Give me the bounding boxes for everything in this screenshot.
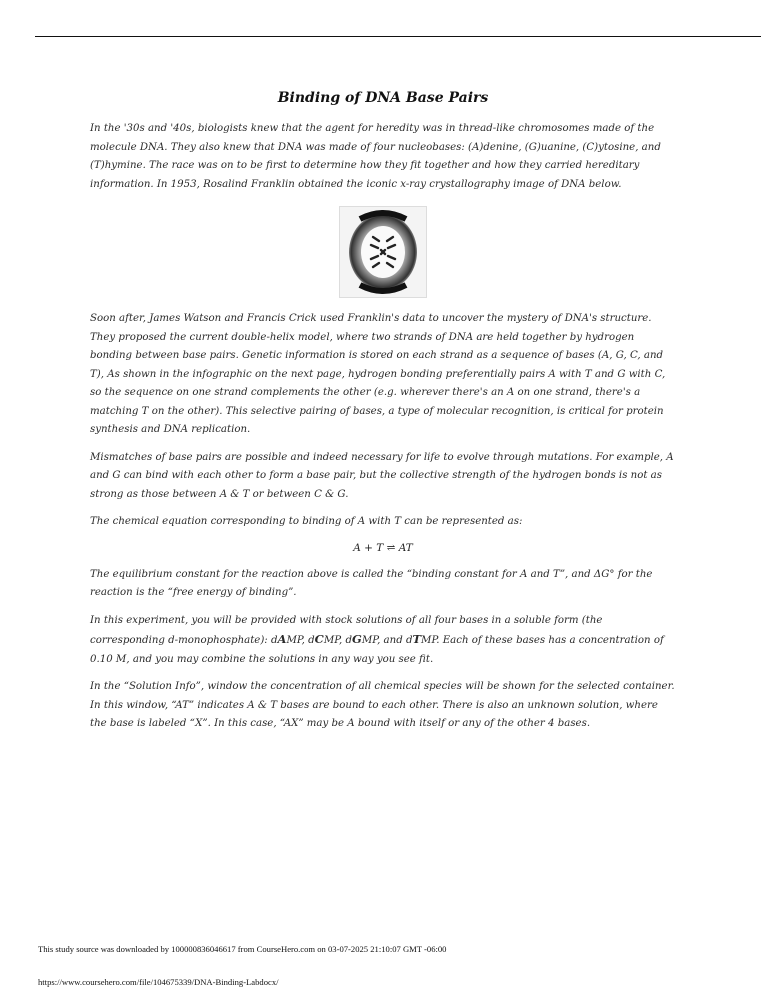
stock-text-mp2: MP, d	[323, 635, 353, 646]
binding-equation: A + T ⇌ AT	[353, 541, 413, 554]
dna-xray-image	[339, 206, 427, 298]
dcmp-letter: C	[314, 632, 324, 646]
footer-url-line: https://www.coursehero.com/file/104675339/DNA-Binding-Labdocx/	[38, 977, 279, 987]
stock-text-lead: In this experiment, you will be provided with stock solutions of all four bases in a soluble form (the corresponding d-monophosphate): d	[90, 614, 603, 646]
equilibrium-paragraph: The equilibrium constant for the reaction above is called the “binding constant for A and T”, and ΔG° for the reaction is the “free energy of binding”.	[90, 568, 653, 598]
stock-solutions-paragraph	[90, 612, 676, 670]
stock-text-mp1: MP, d	[286, 635, 315, 646]
watson-crick-paragraph: Soon after, James Watson and Francis Crick used Franklin's data to uncover the mystery of DNA's structure. They proposed the current double-helix model, where two strands of DNA are held together by hydrogen bonding between base pairs. Genetic information is stored on each strand as a sequence of bases (A, G, C, and T), As shown in the infographic on the next page, hydrogen bonding preferentially pairs A with T and G with C, so the sequence on one strand complements the other (e.g. wherever there's an A on one strand, there's a matching T on the other). This selective pairing of bases, a type of molecular recognition, is critical for protein synthesis and DNA replication.	[90, 313, 666, 435]
solution-info-paragraph: In the “Solution Info”, window the concentration of all chemical species will be shown for the selected container. In this window, “AT” indicates A & T bases are bound to each other. There is also an unknown solution, where the base is labeled “X”. In this case, “AX” may be A bound with itself or any of the other 4 bases.	[90, 681, 675, 729]
footer-source-line: This study source was downloaded by 100000836046617 from CourseHero.com on 03-07-2025 21:10:07 GMT -06:00	[38, 944, 447, 954]
xray-figure	[90, 206, 676, 298]
intro-paragraph: In the '30s and '40s, biologists knew that the agent for heredity was in thread-like chromosomes made of the molecule DNA. They also knew that DNA was made of four nucleobases: (A)denine, (G)uanine, (C)ytosine, and (T)hymine. The race was on to be first to determine how they fit together and how they carried hereditary information. In 1953, Rosalind Franklin obtained the iconic x-ray crystallography image of DNA below.	[90, 123, 661, 190]
equation-intro-paragraph: The chemical equation corresponding to binding of A with T can be represented as:	[90, 516, 523, 527]
top-rule	[35, 36, 761, 37]
dgmp-letter: G	[352, 632, 362, 646]
stock-text-mp3: MP, and d	[361, 635, 413, 646]
document-body	[90, 90, 676, 743]
damp-letter: A	[277, 632, 287, 646]
dtmp-letter: T	[412, 632, 422, 646]
mismatch-paragraph: Mismatches of base pairs are possible and indeed necessary for life to evolve through mutations. For example, A and G can bind with each other to form a base pair, but the collective strength of the hydrogen bonds is not as strong as those between A & T or between C & G.	[90, 451, 674, 500]
page-title: Binding of DNA Base Pairs	[277, 90, 489, 106]
stock-text-tail: MP. Each of these bases has a concentration of 0.10 M, and you may combine the solutions in any way you see fit.	[90, 635, 664, 665]
